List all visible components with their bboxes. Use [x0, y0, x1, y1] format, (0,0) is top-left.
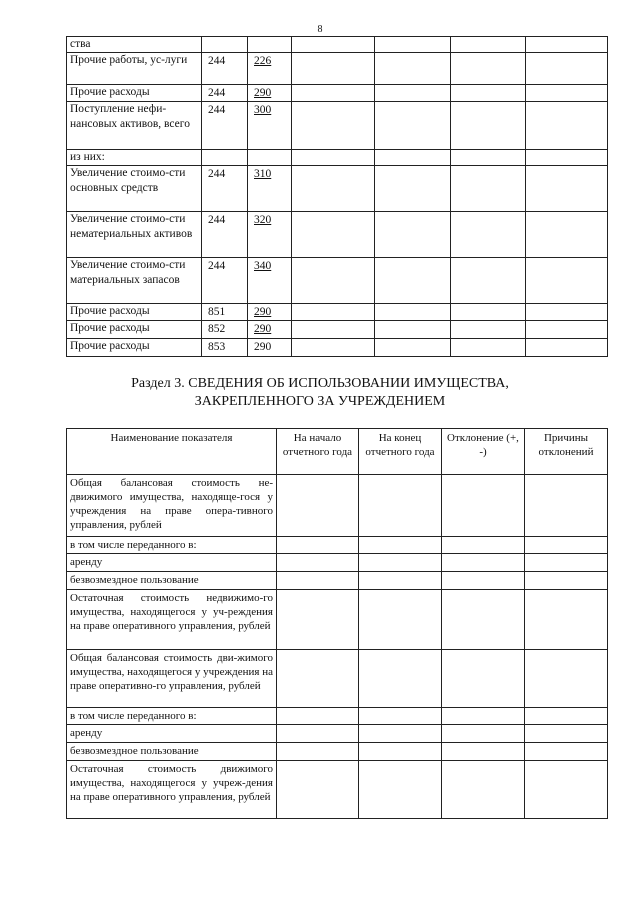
expense-table-row [67, 304, 608, 321]
end-of-year-value [359, 650, 442, 708]
expense-type-code: 244 [202, 166, 248, 212]
start-of-year-value [277, 761, 359, 819]
property-table-row [67, 743, 608, 761]
expense-table-row [67, 339, 608, 357]
expense-value-cell [451, 150, 526, 166]
kosgu-code-cell [248, 150, 292, 166]
end-of-year-value [359, 743, 442, 761]
expense-item-name: Прочие расходы [67, 85, 202, 102]
deviation-reason [525, 572, 608, 590]
expense-value-cell [375, 53, 451, 85]
expense-table-row [67, 212, 608, 258]
property-indicator-name: Общая балансовая стоимость дви-жимого имущества, находящегося у учреждения на праве оперативно-го управления, рублей [67, 650, 277, 708]
expense-type-code [202, 150, 248, 166]
end-of-year-value [359, 475, 442, 537]
property-indicator-name: в том числе переданного в: [67, 708, 277, 725]
start-of-year-value [277, 537, 359, 554]
end-of-year-value [359, 590, 442, 650]
property-indicator-name: аренду [67, 554, 277, 572]
property-table-row [67, 708, 608, 725]
expense-value-cell [451, 212, 526, 258]
deviation-value [442, 537, 525, 554]
expense-value-cell [375, 321, 451, 339]
start-of-year-value [277, 554, 359, 572]
expense-value-cell [292, 85, 375, 102]
expense-type-code: 244 [202, 212, 248, 258]
expense-value-cell [375, 304, 451, 321]
expense-value-cell [526, 85, 608, 102]
expense-value-cell [375, 212, 451, 258]
expense-type-code: 853 [202, 339, 248, 357]
deviation-value [442, 475, 525, 537]
start-of-year-value [277, 475, 359, 537]
end-of-year-value [359, 554, 442, 572]
property-indicator-name: безвозмездное пользование [67, 572, 277, 590]
deviation-value [442, 554, 525, 572]
kosgu-code: 226 [254, 55, 272, 67]
kosgu-code: 290 [254, 306, 272, 318]
expense-value-cell [526, 166, 608, 212]
expense-value-cell [451, 339, 526, 357]
expense-value-cell [451, 304, 526, 321]
deviation-value [442, 743, 525, 761]
expense-item-name: Увеличение стоимо-сти нематериальных активов [67, 212, 202, 258]
expense-value-cell [451, 321, 526, 339]
expense-type-code: 244 [202, 102, 248, 150]
expense-value-cell [451, 102, 526, 150]
start-of-year-value [277, 572, 359, 590]
property-indicator-name: безвозмездное пользование [67, 743, 277, 761]
expense-item-name: из них: [67, 150, 202, 166]
expense-value-cell [451, 37, 526, 53]
expense-value-cell [375, 258, 451, 304]
expense-type-code: 244 [202, 258, 248, 304]
start-of-year-value [277, 743, 359, 761]
expense-value-cell [526, 304, 608, 321]
expense-item-name: Увеличение стоимо-сти материальных запасов [67, 258, 202, 304]
expense-table-row [67, 85, 608, 102]
kosgu-code-cell [248, 53, 292, 85]
expense-value-cell [292, 37, 375, 53]
property-table-row [67, 475, 608, 537]
expense-value-cell [292, 150, 375, 166]
expense-item-name: Прочие расходы [67, 339, 202, 357]
deviation-reason [525, 761, 608, 819]
expense-table-row [67, 150, 608, 166]
expense-value-cell [451, 85, 526, 102]
end-of-year-value [359, 708, 442, 725]
expense-type-code: 244 [202, 85, 248, 102]
expense-value-cell [292, 53, 375, 85]
expense-value-cell [526, 258, 608, 304]
expense-value-cell [292, 102, 375, 150]
expense-type-code: 852 [202, 321, 248, 339]
expense-type-code [202, 37, 248, 53]
kosgu-code-cell [248, 304, 292, 321]
kosgu-code: 340 [254, 260, 272, 272]
start-of-year-value [277, 650, 359, 708]
end-of-year-value [359, 572, 442, 590]
expense-item-name: ства [67, 37, 202, 53]
expense-item-name: Прочие расходы [67, 321, 202, 339]
kosgu-code-cell [248, 37, 292, 53]
expense-value-cell [375, 102, 451, 150]
deviation-value [442, 590, 525, 650]
deviation-value [442, 761, 525, 819]
kosgu-code: 290 [254, 87, 272, 99]
deviation-reason [525, 590, 608, 650]
section-title-line-1: Раздел 3. СВЕДЕНИЯ ОБ ИСПОЛЬЗОВАНИИ ИМУЩЕСТВА, [131, 376, 509, 391]
expense-value-cell [526, 339, 608, 357]
property-indicator-name: в том числе переданного в: [67, 537, 277, 554]
property-indicator-name: аренду [67, 725, 277, 743]
kosgu-code-cell [248, 212, 292, 258]
kosgu-code: 320 [254, 214, 272, 226]
deviation-reason [525, 475, 608, 537]
deviation-value [442, 725, 525, 743]
deviation-reason [525, 650, 608, 708]
property-table-row [67, 650, 608, 708]
start-of-year-value [277, 708, 359, 725]
expense-value-cell [375, 150, 451, 166]
expense-type-code: 244 [202, 53, 248, 85]
deviation-value [442, 708, 525, 725]
property-indicator-name: Остаточная стоимость недвижимо-го имущества, находящегося у уч-реждения на праве оперативного управления, рублей [67, 590, 277, 650]
property-table-row [67, 572, 608, 590]
property-table [66, 428, 608, 819]
property-table-row [67, 590, 608, 650]
expense-table-row [67, 102, 608, 150]
kosgu-code: 290 [254, 341, 272, 353]
expense-value-cell [526, 150, 608, 166]
expense-item-name: Увеличение стоимо-сти основных средств [67, 166, 202, 212]
kosgu-code-cell [248, 102, 292, 150]
header-deviation: Отклонение (+, -) [442, 429, 525, 475]
expense-value-cell [451, 166, 526, 212]
expense-table-row [67, 258, 608, 304]
kosgu-code-cell [248, 339, 292, 357]
end-of-year-value [359, 537, 442, 554]
deviation-reason [525, 554, 608, 572]
expense-value-cell [526, 102, 608, 150]
expense-value-cell [292, 258, 375, 304]
expense-item-name: Поступление нефи-нансовых активов, всего [67, 102, 202, 150]
property-indicator-name: Общая балансовая стоимость не-движимого имущества, находяще-гося у учреждения на праве опера-тивного управления, рублей [67, 475, 277, 537]
expense-value-cell [292, 212, 375, 258]
property-indicator-name: Остаточная стоимость движимого имущества, находящегося у учреж-дения на праве оперативного управления, рублей [67, 761, 277, 819]
deviation-value [442, 572, 525, 590]
expense-value-cell [375, 85, 451, 102]
end-of-year-value [359, 761, 442, 819]
header-start-of-year: На начало отчетного года [277, 429, 359, 475]
end-of-year-value [359, 725, 442, 743]
expense-value-cell [292, 166, 375, 212]
expense-table [66, 36, 608, 357]
expense-table-row [67, 37, 608, 53]
property-table-row [67, 761, 608, 819]
expense-value-cell [375, 37, 451, 53]
start-of-year-value [277, 590, 359, 650]
start-of-year-value [277, 725, 359, 743]
property-table-row [67, 537, 608, 554]
expense-item-name: Прочие работы, ус-луги [67, 53, 202, 85]
kosgu-code: 310 [254, 168, 272, 180]
expense-value-cell [526, 212, 608, 258]
expense-item-name: Прочие расходы [67, 304, 202, 321]
header-deviation-reasons: Причины отклонений [525, 429, 608, 475]
kosgu-code-cell [248, 166, 292, 212]
property-table-row [67, 554, 608, 572]
expense-value-cell [526, 53, 608, 85]
kosgu-code: 300 [254, 104, 272, 116]
property-table-row [67, 725, 608, 743]
expense-table-row [67, 53, 608, 85]
expense-value-cell [375, 166, 451, 212]
expense-table-row [67, 166, 608, 212]
expense-table-row [67, 321, 608, 339]
kosgu-code-cell [248, 321, 292, 339]
property-table-header-row [67, 429, 608, 475]
expense-value-cell [292, 304, 375, 321]
header-indicator-name: Наименование показателя [67, 429, 277, 475]
expense-value-cell [292, 339, 375, 357]
deviation-reason [525, 708, 608, 725]
expense-value-cell [526, 37, 608, 53]
deviation-value [442, 650, 525, 708]
section-title-line-2: ЗАКРЕПЛЕННОГО ЗА УЧРЕЖДЕНИЕМ [194, 394, 446, 409]
page-number: 8 [317, 24, 323, 35]
expense-value-cell [375, 339, 451, 357]
kosgu-code-cell [248, 85, 292, 102]
deviation-reason [525, 537, 608, 554]
expense-value-cell [451, 258, 526, 304]
deviation-reason [525, 725, 608, 743]
expense-value-cell [526, 321, 608, 339]
section-3-title [0, 375, 640, 411]
expense-type-code: 851 [202, 304, 248, 321]
kosgu-code: 290 [254, 323, 272, 335]
expense-value-cell [292, 321, 375, 339]
header-end-of-year: На конец отчетного года [359, 429, 442, 475]
deviation-reason [525, 743, 608, 761]
expense-value-cell [451, 53, 526, 85]
kosgu-code-cell [248, 258, 292, 304]
